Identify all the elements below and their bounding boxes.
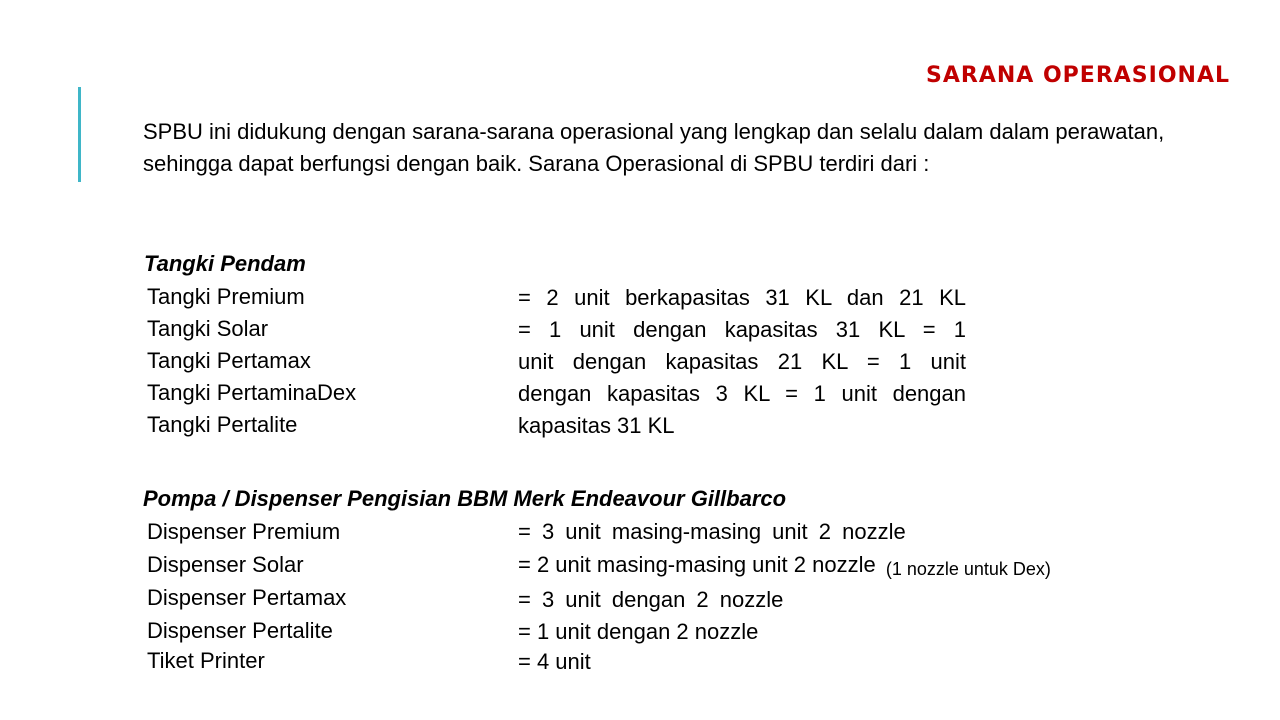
tangki-label-pertaminadex: Tangki PertaminaDex	[147, 380, 357, 405]
tiket-printer-label: Tiket Printer	[147, 648, 265, 673]
dispenser-label-pertamax: Dispenser Pertamax	[147, 585, 347, 610]
dispenser-label-pertalite: Dispenser Pertalite	[147, 618, 333, 643]
tangki-value-line: = 2 unit berkapasitas 31 KL dan 21 KL	[518, 285, 966, 310]
dispenser-value-solar-row	[518, 551, 1051, 580]
tangki-value-line: = 1 unit dengan kapasitas 31 KL = 1	[518, 317, 966, 342]
dispenser-value-premium: = 3 unit masing-masing unit 2 nozzle	[518, 519, 906, 544]
intro-paragraph: SPBU ini didukung dengan sarana-sarana operasional yang lengkap dan selalu dalam dalam perawatan, sehingga dapat berfungsi dengan baik. Sarana Operasional di SPBU terdiri dari :	[143, 119, 1165, 176]
dispenser-solar-note: (1 nozzle untuk Dex)	[885, 559, 1051, 579]
tangki-value-line: kapasitas 31 KL	[518, 413, 675, 438]
tangki-label-pertamax: Tangki Pertamax	[147, 348, 311, 373]
dispenser-label-solar: Dispenser Solar	[147, 552, 304, 577]
tangki-heading: Tangki Pendam	[144, 251, 306, 276]
tangki-label-pertalite: Tangki Pertalite	[147, 412, 298, 437]
accent-bar	[78, 87, 81, 182]
dispenser-label-premium: Dispenser Premium	[147, 519, 341, 544]
slide-title: SARANA OPERASIONAL	[926, 63, 1230, 88]
tangki-value-line: dengan kapasitas 3 KL = 1 unit dengan	[518, 381, 966, 406]
tangki-label-premium: Tangki Premium	[147, 284, 305, 309]
dispenser-value-pertalite: = 1 unit dengan 2 nozzle	[518, 619, 759, 644]
tiket-printer-value: = 4 unit	[518, 649, 591, 674]
tangki-value-line: unit dengan kapasitas 21 KL = 1 unit	[518, 349, 966, 374]
tangki-label-solar: Tangki Solar	[147, 316, 269, 341]
dispenser-value-pertamax: = 3 unit dengan 2 nozzle	[518, 587, 784, 612]
tangki-values	[518, 282, 966, 442]
dispenser-value-solar: = 2 unit masing-masing unit 2 nozzle	[518, 552, 876, 577]
pompa-heading: Pompa / Dispenser Pengisian BBM Merk Endeavour Gillbarco	[143, 486, 787, 511]
